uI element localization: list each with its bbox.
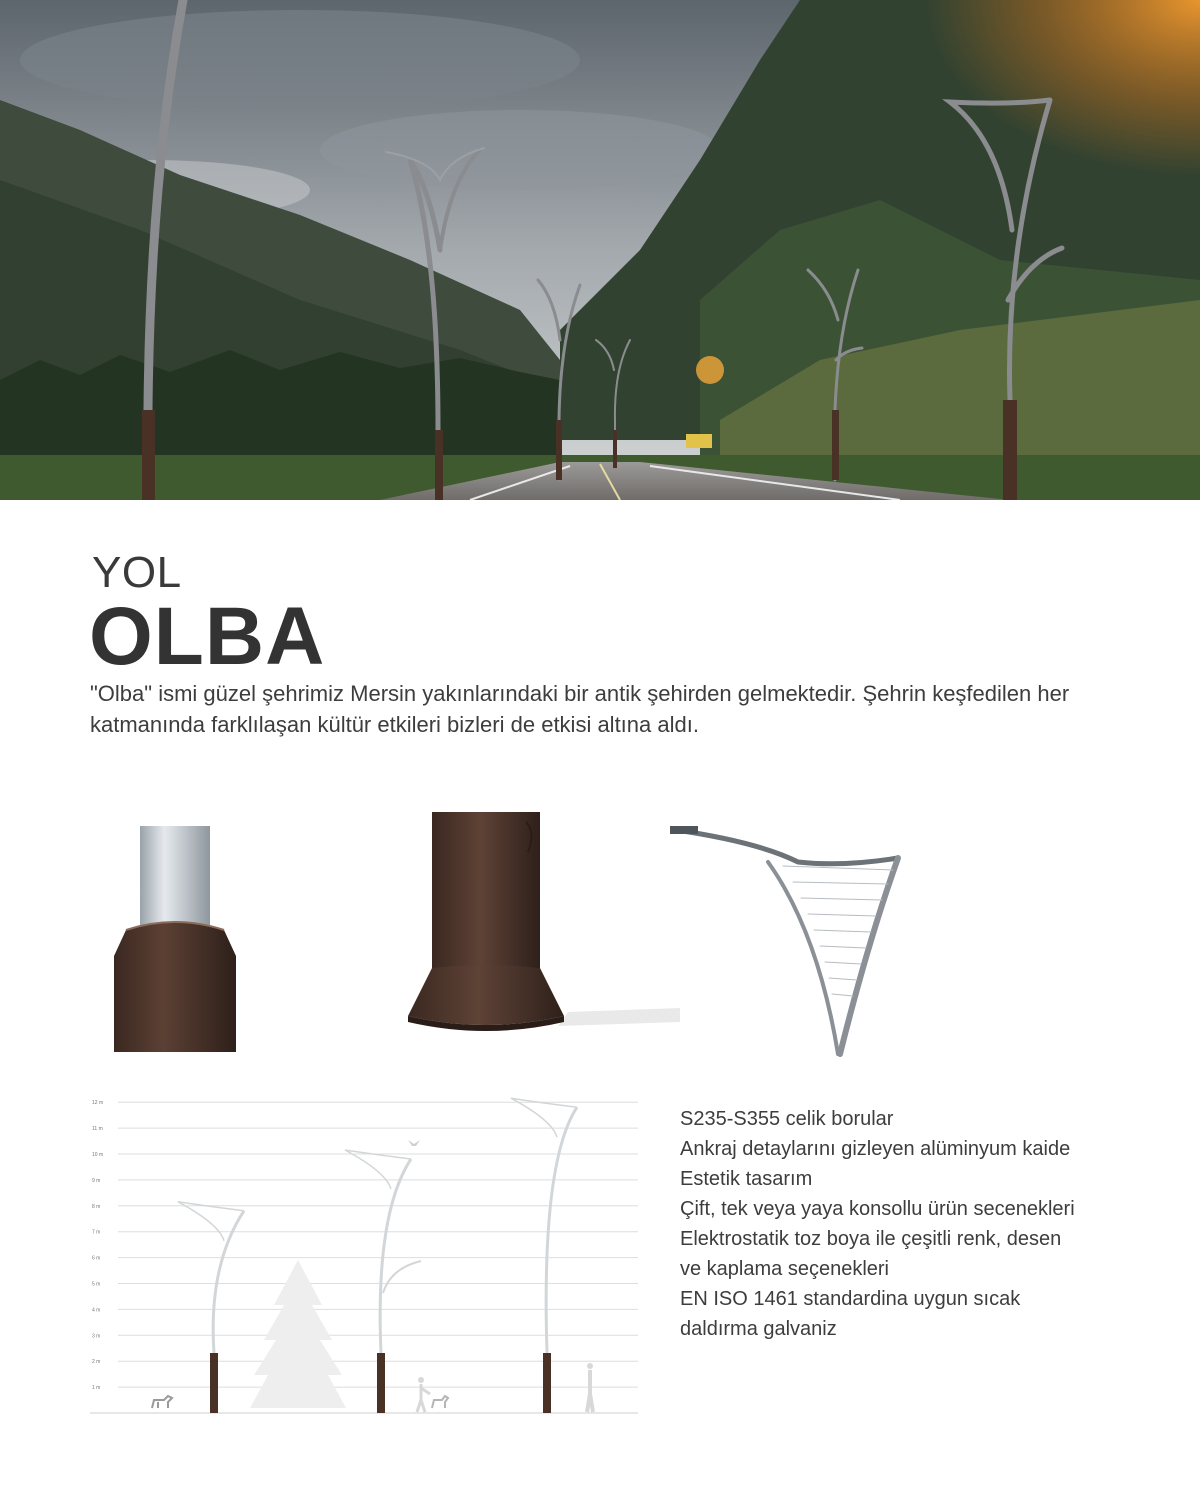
tick-label: 5 m <box>92 1281 101 1288</box>
tick-label: 12 m <box>92 1100 104 1107</box>
feature-item: S235-S355 celik borular <box>680 1108 894 1130</box>
tick-label: 7 m <box>92 1229 101 1236</box>
feature-item: Estetik tasarım <box>680 1168 813 1190</box>
product-description: "Olba" ismi güzel şehrimiz Mersin yakınlarındaki bir antik şehirden gelmektedir. Şehrin keşfedilen her katmanında farklılaşan kültür etkileri bizleri de etkisi altına aldı. <box>90 681 1070 737</box>
pole-foot-detail-image <box>408 812 680 1038</box>
pole-8m <box>178 1202 244 1413</box>
feature-item: Çift, tek veya yaya konsollu ürün secenekleri <box>680 1198 1075 1220</box>
tick-label: 10 m <box>92 1152 104 1158</box>
pole-base-detail-image <box>106 826 246 1052</box>
tick-label: 8 m <box>92 1203 101 1210</box>
height-scale-diagram <box>90 1090 638 1420</box>
product-name: OLBA <box>89 591 326 682</box>
product-category: YOL <box>92 548 182 597</box>
tick-label: 11 m <box>92 1126 103 1133</box>
tick-label: 2 m <box>92 1359 101 1366</box>
tick-label: 3 m <box>92 1333 101 1340</box>
hero-photo <box>0 0 1200 500</box>
feature-item: Elektrostatik toz boya ile çeşitli renk, desen <box>680 1228 1062 1250</box>
standing-person-head <box>587 1363 593 1369</box>
tree-silhouette <box>250 1260 346 1408</box>
feature-list <box>680 1104 1170 1344</box>
bird-silhouette <box>408 1140 420 1146</box>
dog-silhouette <box>152 1396 172 1408</box>
person-head <box>418 1377 424 1383</box>
feature-item: Ankraj detaylarını gizleyen alüminyum kaide <box>680 1138 1071 1160</box>
walking-person-silhouette <box>417 1384 430 1412</box>
feature-item: daldırma galvaniz <box>680 1318 837 1340</box>
lamp-arm-detail-image <box>668 822 908 1058</box>
feature-item: ve kaplama seçenekleri <box>680 1258 889 1280</box>
small-dog-silhouette <box>432 1396 448 1408</box>
feature-item: EN ISO 1461 standardina uygun sıcak <box>680 1288 1021 1310</box>
tick-label: 9 m <box>92 1177 101 1184</box>
tick-label: 6 m <box>92 1255 101 1262</box>
tick-label: 4 m <box>92 1307 101 1314</box>
standing-person-silhouette <box>587 1370 593 1412</box>
pole-12m <box>511 1098 577 1413</box>
tick-label: 1 m <box>92 1385 101 1392</box>
pole-10m <box>345 1150 421 1413</box>
